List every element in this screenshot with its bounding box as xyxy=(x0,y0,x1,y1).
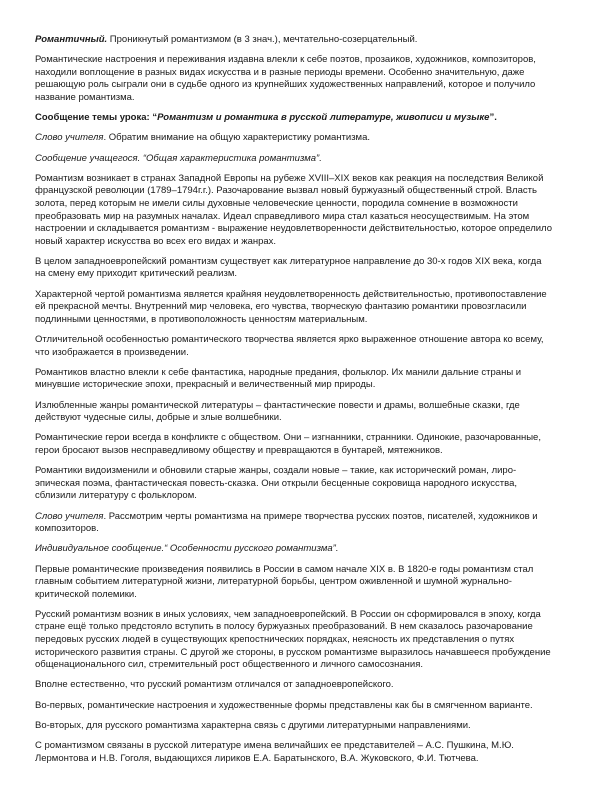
body-paragraph: Романтизм возникает в странах Западной Европы на рубеже XVIII–XIX веков как реакция на последствия Великой французской революции (1789–1794г.г.). Разочарование вызвал новый буржуазный общественный строй. Власть золота, перед которым не имели силы духовные человеческие ценности, породила сомнение в возможности преобразовать мир на разумных началах. Идеал справедливого мира стал казаться неосуществимым. На этом настроении и складывается романтизм - выражение неудовлетворенности действительностью, которое определило новый характер искусства во всех его видах и жанрах. xyxy=(35,172,552,247)
body-paragraph: Романтики видоизменили и обновили старые жанры, создали новые – такие, как исторический роман, лиро-эпическая поэма, фантастическая повесть-сказка. Они открыли бесценные сокровища народного искусства, сблизили литературу с фольклором. xyxy=(35,465,517,502)
defined-term: Романтичный. xyxy=(35,34,108,45)
teacher-word-text: . Обратим внимание на общую характеристику романтизма. xyxy=(103,132,371,144)
body-paragraph: Во-первых, романтические настроения и художественные формы представлены как бы в смягченном варианте. xyxy=(35,699,533,711)
body-paragraph: Первые романтические произведения появились в России в самом начале XIX в. В 1820-е годы романтизм стал главным событием литературной жизни, литературной борьбы, центром оживленной и шумной журнально-критической полемики. xyxy=(35,563,534,600)
teacher-word-lead: Слово учителя xyxy=(35,510,104,522)
student-report-heading: Сообщение учащегося. “Общая характеристика романтизма”. xyxy=(35,152,322,164)
body-paragraph: Отличительной особенностью романтического творчества является ярко выраженное отношение автора ко всему, что изображается в произведении. xyxy=(35,334,544,358)
definition-paragraph xyxy=(35,34,554,47)
lesson-topic-title: Романтизм и романтика в русской литературе, живописи и музыке xyxy=(157,112,490,124)
teacher-word-lead: Слово учителя xyxy=(35,132,104,144)
teacher-word-paragraph xyxy=(35,132,554,145)
lesson-topic-quote-close: ”. xyxy=(489,112,497,124)
lesson-topic-paragraph xyxy=(35,112,554,125)
lesson-topic-quote-open: “ xyxy=(152,112,158,124)
body-paragraph: Романтиков властно влекли к себе фантастика, народные предания, фольклор. Их манили дальние страны и минувшие исторические эпохи, прекрасный и величественный мир природы. xyxy=(35,366,522,391)
body-paragraph: С романтизмом связаны в русской литературе имена величайших ее представителей – А.С. Пушкина, М.Ю. Лермонтова и Н.В. Гоголя, выдающихся лириков Е.А. Баратынского, В.А. Жуковского, Ф.И. Тютчева. xyxy=(35,740,514,764)
body-paragraph: В целом западноевропейский романтизм существует как литературное направление до 30-х годов XIX века, когда на смену ему приходит критический реализм. xyxy=(35,255,542,280)
lesson-topic-lead: Сообщение темы урока: xyxy=(35,112,153,124)
individual-report-heading: Индивидуальное сообщение.“ Особенности русского романтизма”. xyxy=(35,543,339,555)
teacher-word-paragraph xyxy=(35,511,554,536)
body-paragraph: Излюбленные жанры романтической литературы – фантастические повести и драмы, волшебные сказки, где действуют чудесные силы, добрые и злые волшебники. xyxy=(35,399,520,424)
body-paragraph: Во-вторых, для русского романтизма характерна связь с другими литературными направлениями. xyxy=(35,719,471,731)
body-paragraph: Русский романтизм возник в иных условиях, чем западноевропейский. В России он сформировался в эпоху, когда стране ещё только предстояло вступить в полосу буржуазных преобразований. В нем сказалось разочарование передовых русских людей в существующих крепостнических порядках, неясность их представления о путях исторического развития страны. С другой же стороны, в русском романтизме выразилось начавшееся пробуждение общенационального сил, стремительный рост общественного и личного самосознания. xyxy=(35,608,551,671)
body-paragraph: Вполне естественно, что русский романтизм отличался от западноевропейского. xyxy=(35,679,394,691)
body-paragraph: Характерной чертой романтизма является крайняя неудовлетворенность действительностью, противопоставление ей прекрасной мечты. Внутренний мир человека, его чувства, творческую фантазию романтики провозгласили подлинными ценностями, в противоположность ценностям материальным. xyxy=(35,288,547,325)
intro-paragraph: Романтические настроения и переживания издавна влекли к себе поэтов, прозаиков, художников, композиторов, находили воплощение в разных видах искусства и в разные периоды времени. Особенно значительную, даже решающую роль сыграли они в судьбе одного из крупнейших художественных направлений, которое и получило название романтизма. xyxy=(35,54,536,103)
body-paragraph: Романтические герои всегда в конфликте с обществом. Они – изгнанники, странники. Одинокие, разочарованные, герои бросают вызов несправедливому обществу и превращаются в бунтарей, мятежников. xyxy=(35,432,541,456)
definition-text: Проникнутый романтизмом (в 3 знач.), мечтательно-созерцательный. xyxy=(107,34,418,45)
teacher-word-text: . Рассмотрим черты романтизма на примере творчества русских поэтов, писателей, художников и композиторов. xyxy=(35,510,538,535)
